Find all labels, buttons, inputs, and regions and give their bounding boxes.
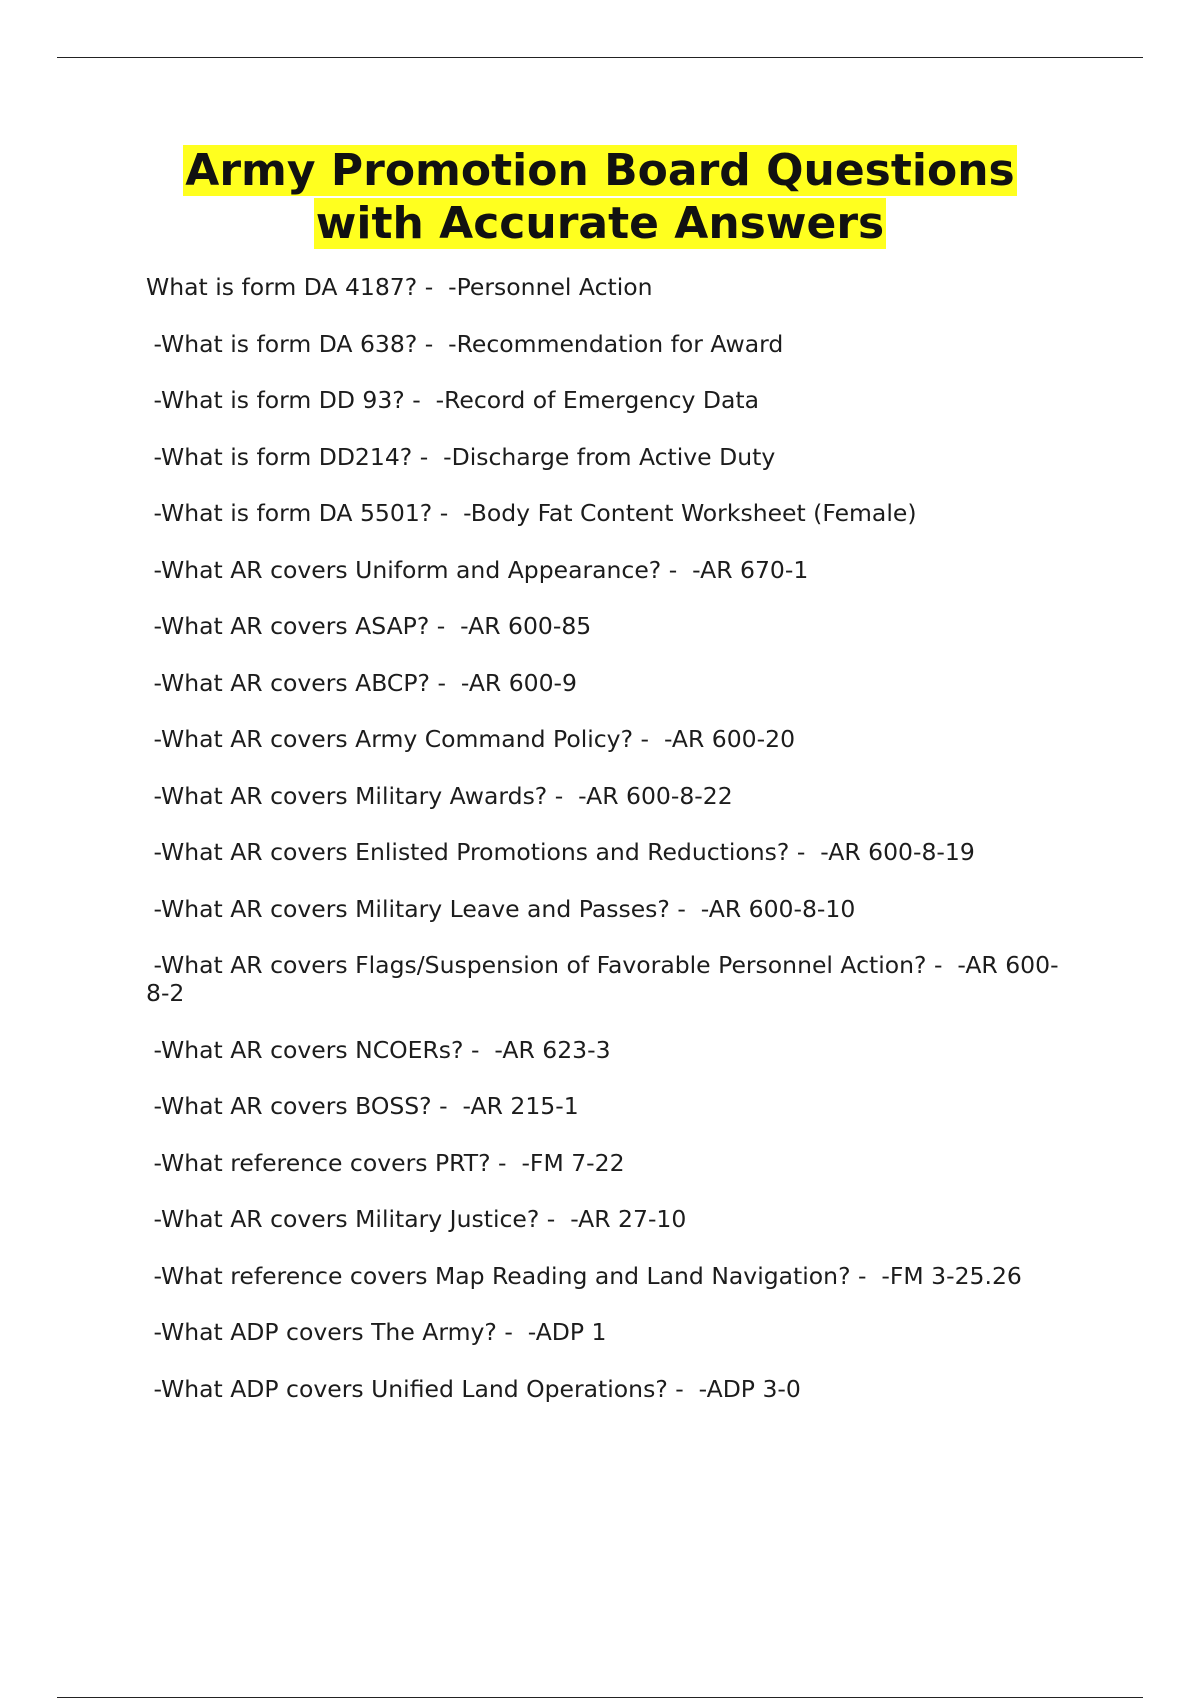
- qa-item-16: -What reference covers PRT? - -FM 7-22: [146, 1148, 625, 1177]
- qa-item-12: -What AR covers Military Leave and Passes? - -AR 600-8-10: [146, 894, 856, 923]
- qa-item-17: -What AR covers Military Justice? - -AR 27-10: [146, 1205, 687, 1233]
- top-divider: [57, 57, 1143, 58]
- qa-item-1: What is form DA 4187? - -Personnel Action: [146, 273, 653, 301]
- qa-item-8: -What AR covers ABCP? - -AR 600-9: [146, 668, 577, 697]
- bottom-divider: [57, 1697, 1143, 1698]
- qa-item-18: -What reference covers Map Reading and Land Navigation? - -FM 3-25.26: [146, 1261, 1022, 1290]
- qa-list: [146, 273, 1066, 1431]
- qa-item-3: -What is form DD 93? - -Record of Emergency Data: [146, 386, 760, 414]
- qa-item-7: -What AR covers ASAP? - -AR 600-85: [146, 612, 592, 640]
- qa-item-13: -What AR covers Flags/Suspension of Favorable Personnel Action? - -AR 600-8-2: [146, 951, 1059, 1007]
- qa-item-11: -What AR covers Enlisted Promotions and Reductions? - -AR 600-8-19: [146, 838, 975, 866]
- qa-item-15: -What AR covers BOSS? - -AR 215-1: [146, 1092, 579, 1120]
- qa-item-6: -What AR covers Uniform and Appearance? - -AR 670-1: [146, 555, 809, 584]
- qa-item-14: -What AR covers NCOERs? - -AR 623-3: [146, 1035, 611, 1064]
- qa-item-19: -What ADP covers The Army? - -ADP 1: [146, 1318, 607, 1346]
- qa-item-10: -What AR covers Military Awards? - -AR 600-8-22: [146, 781, 733, 810]
- qa-item-2: -What is form DA 638? - -Recommendation for Award: [146, 329, 784, 358]
- document-title: [0, 144, 1200, 250]
- title-line-1: Army Promotion Board Questions: [185, 145, 1015, 196]
- qa-item-9: -What AR covers Army Command Policy? - -AR 600-20: [146, 725, 796, 753]
- qa-item-4: -What is form DD214? - -Discharge from Active Duty: [146, 442, 776, 471]
- qa-item-20: -What ADP covers Unified Land Operations? - -ADP 3-0: [146, 1374, 801, 1403]
- title-line-2: with Accurate Answers: [315, 198, 885, 249]
- qa-item-5: -What is form DA 5501? - -Body Fat Content Worksheet (Female): [146, 499, 917, 527]
